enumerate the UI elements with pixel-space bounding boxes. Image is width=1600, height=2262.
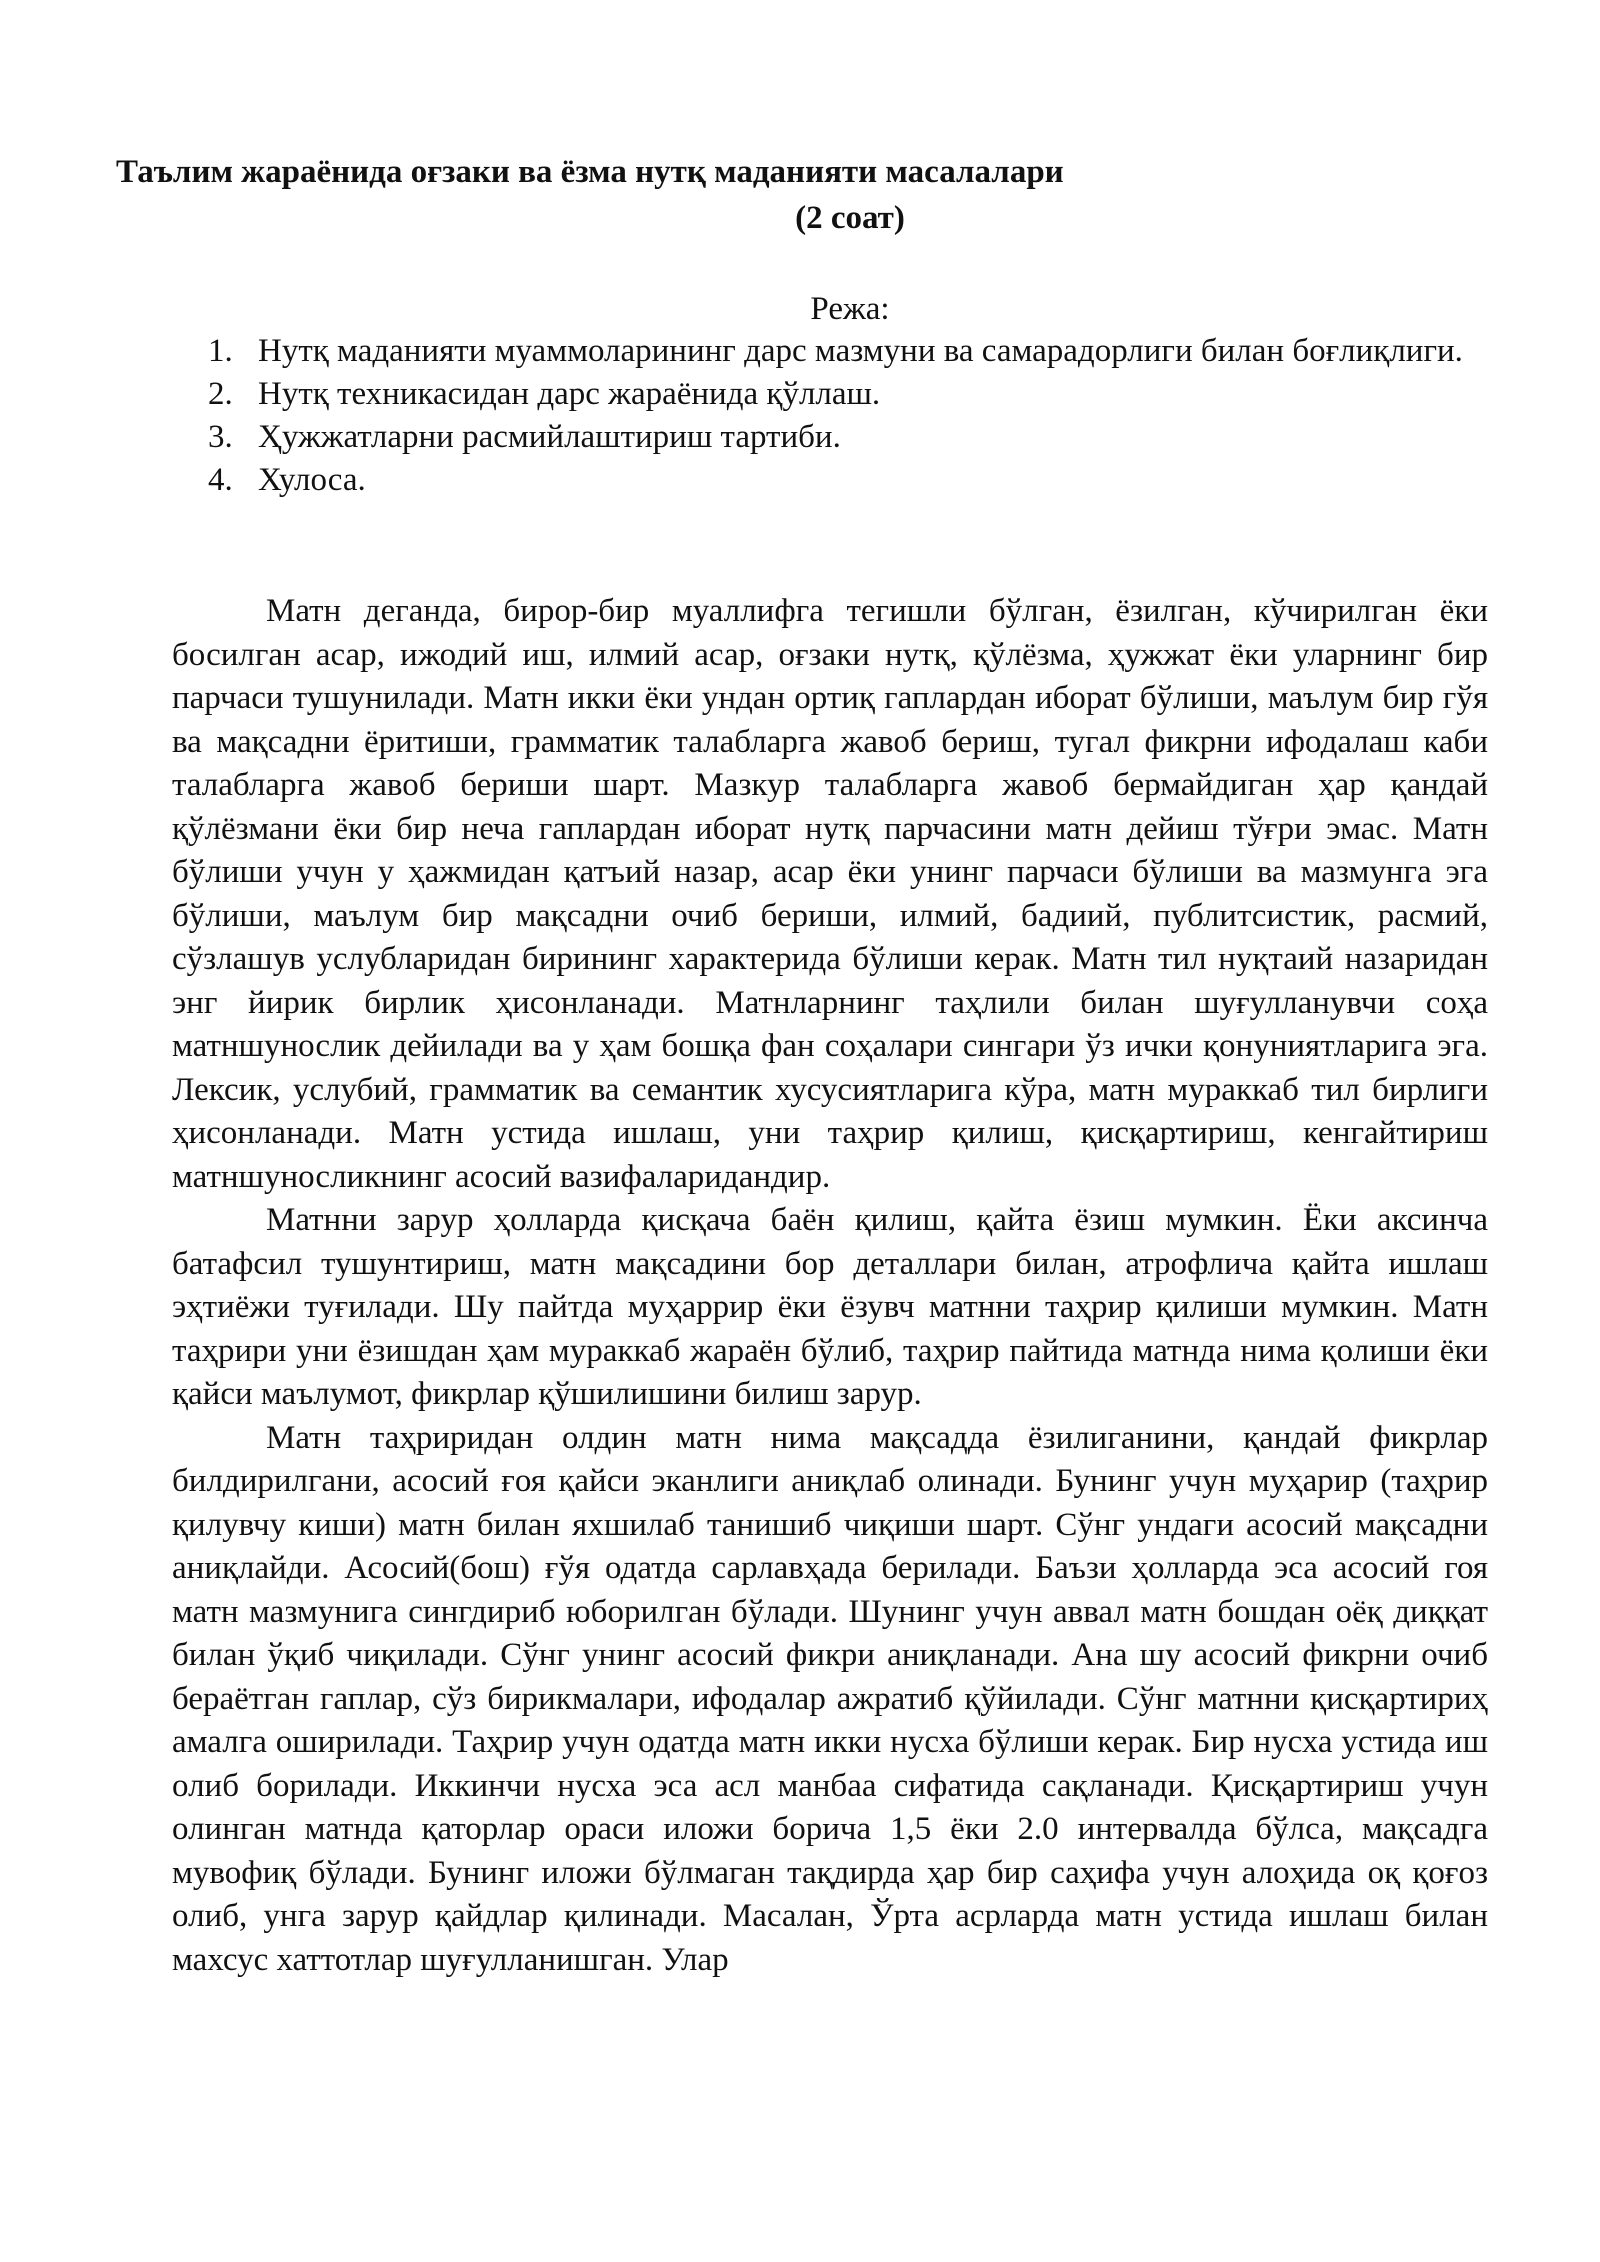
document-body (172, 590, 1488, 1982)
body-paragraph: Матн таҳриридан олдин матн нима мақсадда ёзилиганини, қандай фикрлар билдирилгани, асосий ғоя қайси эканлиги аниқлаб олинади. Бунинг учун муҳарир (таҳрир қилувчу киши) матн билан яхшилаб танишиб чиқиши шарт. Сўнг ундаги асосий мақсадни аниқлайди. Асосий(бош) ғўя одатда сарлавҳада берилади. Баъзи ҳолларда эса асосий гоя матн мазмунига сингдириб юборилган бўлади. Шунинг учун аввал матн бошдан оёқ диққат билан ўқиб чиқилади. Сўнг унинг асосий фикри аниқланади. Ана шу асосий фикрни очиб бераётган гаплар, сўз бирикмалари, ифодалар ажратиб қўйилади. Сўнг матнни қисқартириҳ амалга оширилади. Таҳрир учун одатда матн икки нусха бўлиши керак. Бир нусха устида иш олиб борилади. Иккинчи нусха эса асл манбаа сифатида сақланади. Қисқартириш учун олинган матнда қаторлар ораси иложи борича 1,5 ёки 2.0 интервалда бўлса, мақсадга мувофиқ бўлади. Бунинг иложи бўлмаган тақдирда ҳар бир саҳифа учун алоҳида оқ қоғоз олиб, унга зарур қайдлар қилинади. Масалан, Ўрта асрларда матн устида ишлаш билан махсус хаттотлар шуғулланишган. Улар (172, 1419, 1488, 1978)
plan-item-text: Хулоса. (258, 462, 366, 498)
plan-item-number: 2. (208, 376, 233, 412)
plan-item-number: 1. (208, 333, 233, 369)
body-paragraph: Матнни зарур ҳолларда қисқача баён қилиш, қайта ёзиш мумкин. Ёки аксинча батафсил тушунтириш, матн мақсадини бор деталлари билан, атрофлича қайта ишлаш эҳтиёжи туғилади. Шу пайтда муҳаррир ёки ёзувч матнни таҳрир қилиши мумкин. Матн таҳрири уни ёзишдан ҳам мураккаб жараён бўлиб, таҳрир пайтида матнда нима қолиши ёки қайси маълумот, фикрлар қўшилишини билиш зарур. (172, 1202, 1488, 1412)
plan-item-number: 4. (208, 462, 233, 498)
document-title: Таълим жараёнида оғзаки ва ёзма нутқ маданияти масалалари (116, 154, 1064, 190)
document-subtitle: (2 соат) (795, 200, 905, 236)
plan-item-text: Нутқ техникасидан дарс жараёнида қўллаш. (258, 376, 881, 412)
plan-item-text: Нутқ маданияти муаммоларининг дарс мазмуни ва самарадорлиги билан боғлиқлиги. (258, 333, 1463, 369)
body-paragraph: Матн деганда, бирор-бир муаллифга тегишли бўлган, ёзилган, кўчирилган ёки босилган асар, ижодий иш, илмий асар, оғзаки нутқ, қўлёзма, ҳужжат ёки уларнинг бир парчаси тушунилади. Матн икки ёки ундан ортиқ гаплардан иборат бўлиши, маълум бир гўя ва мақсадни ёритиши, грамматик талабларга жавоб бериш, тугал фикрни ифодалаш каби талабларга жавоб бериши шарт. Мазкур талабларга жавоб бермайдиган ҳар қандай қўлёзмани ёки бир неча гаплардан иборат нутқ парчасини матн дейиш тўғри эмас. Матн бўлиши учун у ҳажмидан қатъий назар, асар ёки унинг парчаси бўлиши ва мазмунга эга бўлиши, маълум бир мақсадни очиб бериши, илмий, бадиий, публитсистик, расмий, сўзлашув услубларидан бирининг характерида бўлиши керак. Матн тил нуқтаий назаридан энг йирик бирлик ҳисонланади. Матнларнинг таҳлили билан шуғулланувчи соҳа матншунослик дейилади ва у ҳам бошқа фан соҳалари сингари ўз ички қонуниятларига эга. Лексик, услубий, грамматик ва семантик хусусиятларига кўра, матн мураккаб тил бирлиги ҳисонланади. Матн устида ишлаш, уни таҳрир қилиш, қисқартириш, кенгайтириш матншуносликнинг асосий вазифаларидандир. (172, 593, 1488, 1195)
plan-item (208, 459, 1488, 502)
plan-heading: Режа: (810, 291, 890, 327)
plan-item (208, 373, 1488, 416)
plan-list (208, 330, 1488, 502)
plan-item-text: Ҳужжатларни расмийлаштириш тартиби. (258, 419, 841, 455)
plan-item-number: 3. (208, 419, 233, 455)
plan-item (208, 330, 1488, 373)
plan-item (208, 416, 1488, 459)
